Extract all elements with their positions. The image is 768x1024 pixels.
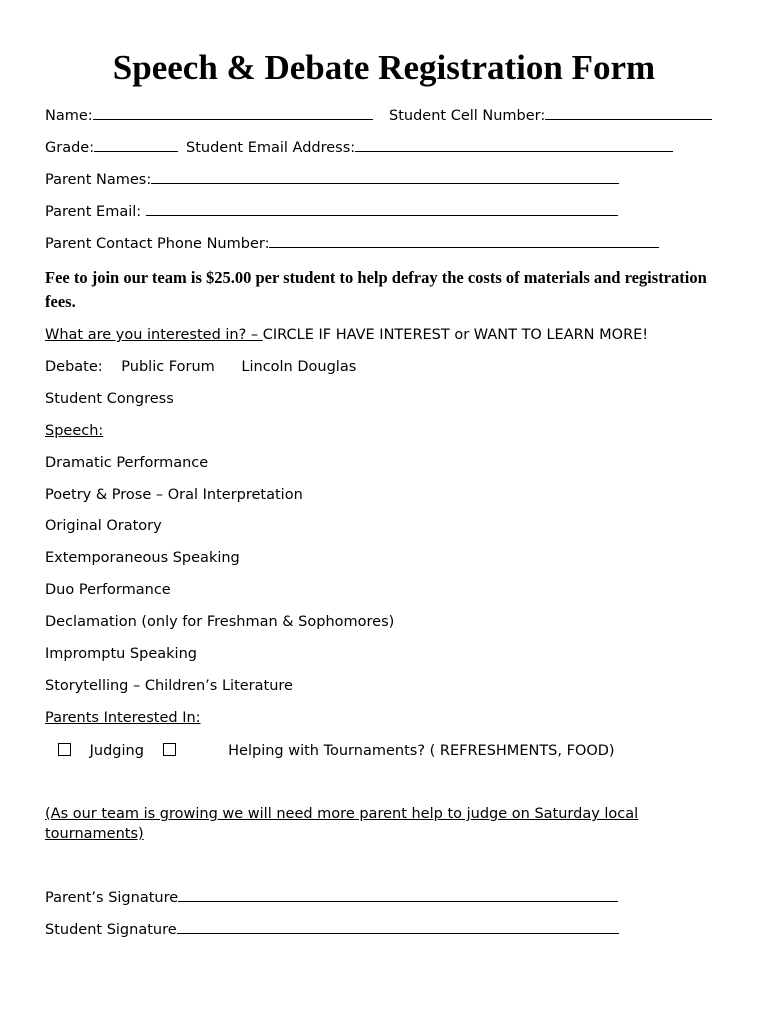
parent-phone-row xyxy=(45,233,659,254)
speech-event-item[interactable]: Duo Performance xyxy=(45,582,171,598)
student-email-field[interactable] xyxy=(355,137,673,152)
fee-statement: Fee to join our team is $25.00 per student to help defray the costs of materials and registration fees. xyxy=(45,268,707,311)
parent-email-field[interactable] xyxy=(146,201,618,216)
helping-checkbox[interactable] xyxy=(163,743,176,756)
name-row xyxy=(45,105,373,126)
parent-help-note: (As our team is growing we will need more parent help to judge on Saturday local tournaments) xyxy=(45,806,639,842)
speech-event-item[interactable]: Impromptu Speaking xyxy=(45,646,197,662)
student-email-label: Student Email Address: xyxy=(186,140,356,156)
debate-option-public-forum[interactable]: Public Forum xyxy=(121,359,215,375)
parent-signature-label: Parent’s Signature xyxy=(45,890,179,906)
parent-names-label: Parent Names: xyxy=(45,172,152,188)
grade-field[interactable] xyxy=(94,137,178,152)
interest-question: What are you interested in? – xyxy=(45,327,263,343)
speech-event-item[interactable]: Dramatic Performance xyxy=(45,455,209,471)
parent-signature-row xyxy=(45,887,618,908)
parents-heading: Parents Interested In: xyxy=(45,710,201,726)
interest-instruction: CIRCLE IF HAVE INTEREST or WANT TO LEARN MORE! xyxy=(262,327,649,343)
name-field[interactable] xyxy=(93,105,373,120)
speech-event-item[interactable]: Original Oratory xyxy=(45,518,162,534)
judging-label: Judging xyxy=(89,743,144,759)
speech-event-item[interactable]: Extemporaneous Speaking xyxy=(45,550,240,566)
grade-row xyxy=(45,137,178,158)
student-signature-field[interactable] xyxy=(177,919,619,934)
parent-signature-field[interactable] xyxy=(178,887,618,902)
parent-names-field[interactable] xyxy=(151,169,619,184)
speech-event-item[interactable]: Declamation (only for Freshman & Sophomores) xyxy=(45,614,395,630)
student-signature-label: Student Signature xyxy=(45,922,177,938)
parent-phone-label: Parent Contact Phone Number: xyxy=(45,236,270,252)
student-email-row xyxy=(186,137,673,158)
judging-checkbox[interactable] xyxy=(58,743,71,756)
student-cell-field[interactable] xyxy=(545,105,712,120)
parent-phone-field[interactable] xyxy=(269,233,659,248)
form-title: Speech & Debate Registration Form xyxy=(112,48,656,87)
congress-option[interactable]: Student Congress xyxy=(45,391,174,407)
speech-heading: Speech: xyxy=(45,423,104,439)
student-cell-label: Student Cell Number: xyxy=(389,108,546,124)
parent-names-row xyxy=(45,169,619,190)
debate-label: Debate: xyxy=(45,359,103,375)
speech-event-item[interactable]: Poetry & Prose – Oral Interpretation xyxy=(45,487,303,503)
speech-event-item[interactable]: Storytelling – Children’s Literature xyxy=(45,678,293,694)
debate-option-lincoln-douglas[interactable]: Lincoln Douglas xyxy=(241,359,357,375)
grade-label: Grade: xyxy=(45,140,95,156)
parent-email-label: Parent Email: xyxy=(45,204,142,220)
student-cell-row xyxy=(389,105,712,126)
interest-question-row xyxy=(45,325,648,345)
parent-email-row xyxy=(45,201,618,222)
parent-options-row xyxy=(58,741,615,761)
debate-row xyxy=(45,357,356,377)
name-label: Name: xyxy=(45,108,93,124)
helping-label: Helping with Tournaments? ( REFRESHMENTS, FOOD) xyxy=(228,743,615,759)
student-signature-row xyxy=(45,919,619,940)
